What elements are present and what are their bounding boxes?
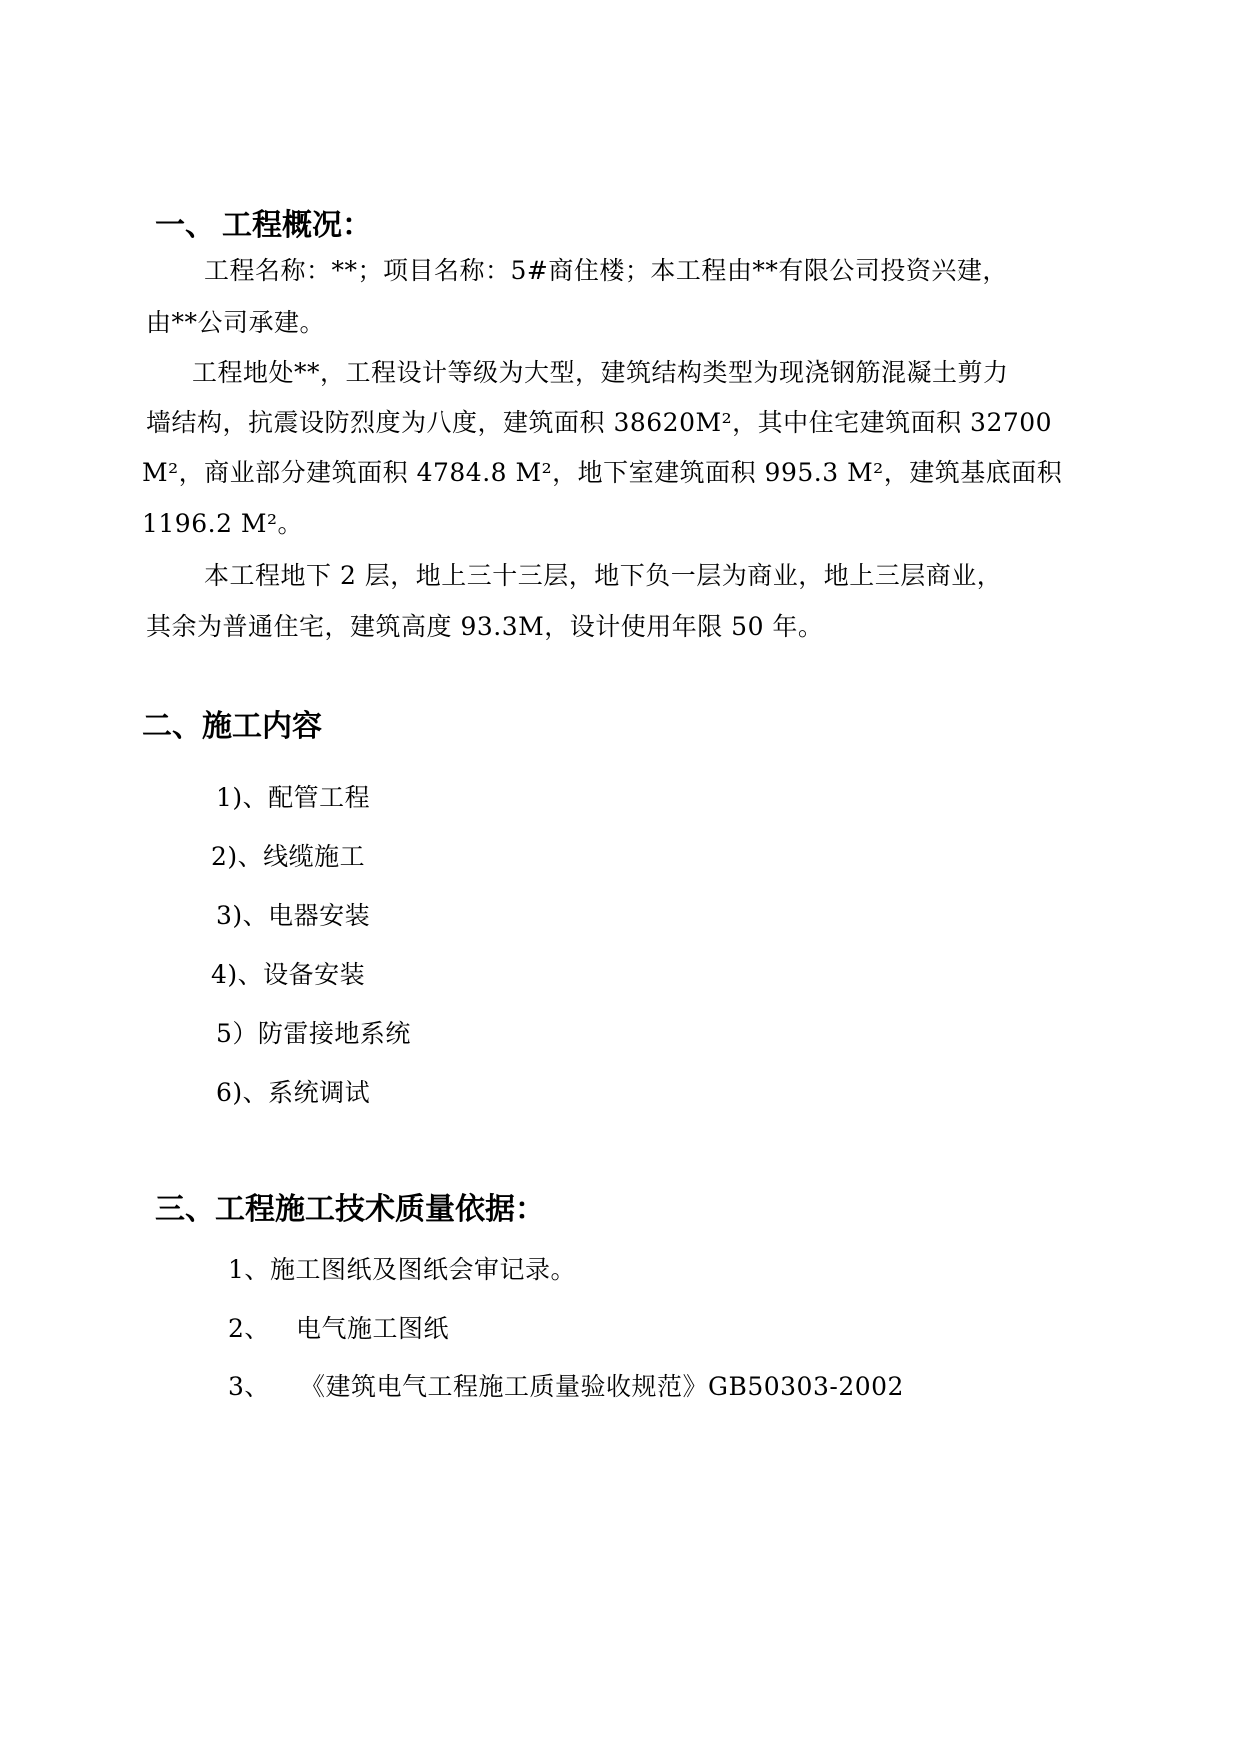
section1-para2-line1: 工程地处**，工程设计等级为大型，建筑结构类型为现浇钢筋混凝土剪力 <box>192 358 1009 387</box>
section1-heading: 工程概况： <box>222 208 372 243</box>
section3-item-2-number: 2、 <box>228 1314 270 1343</box>
section1-para3-line1: 本工程地下 2 层，地上三十三层，地下负一层为商业，地上三层商业， <box>204 561 1003 590</box>
section2-heading: 二、施工内容 <box>142 709 322 744</box>
section3-item-2-text: 电气施工图纸 <box>296 1314 450 1343</box>
section3-heading: 三、工程施工技术质量依据： <box>155 1192 545 1227</box>
section3-item-1-number: 1、 <box>228 1255 270 1284</box>
section3-item-3-text: 《建筑电气工程施工质量验收规范》GB50303-2002 <box>300 1372 904 1401</box>
section1-para1-line2: 由**公司承建。 <box>146 308 326 337</box>
section2-item-3: 3)、电器安装 <box>216 901 371 930</box>
section2-item-1: 1)、配管工程 <box>216 783 371 812</box>
section3-item-3-number: 3、 <box>228 1372 270 1401</box>
section1-heading-number: 一、 <box>155 208 215 243</box>
section2-item-5: 5）防雷接地系统 <box>216 1019 411 1048</box>
section1-para2-line2: 墙结构，抗震设防烈度为八度，建筑面积 38620M²，其中住宅建筑面积 32700 <box>146 408 1053 437</box>
section1-para2-line4: 1196.2 M²。 <box>142 509 304 538</box>
section2-item-4: 4)、设备安装 <box>211 960 366 989</box>
section2-item-6: 6)、系统调试 <box>216 1078 371 1107</box>
section1-para3-line2: 其余为普通住宅，建筑高度 93.3M，设计使用年限 50 年。 <box>146 612 824 641</box>
section3-item-1-text: 施工图纸及图纸会审记录。 <box>270 1255 577 1284</box>
section1-para2-line3: M²，商业部分建筑面积 4784.8 M²，地下室建筑面积 995.3 M²，建筑基底面积 <box>142 458 1063 487</box>
section1-para1-line1: 工程名称：**；项目名称：5#商住楼；本工程由**有限公司投资兴建， <box>204 256 1008 285</box>
section2-item-2: 2)、线缆施工 <box>211 842 366 871</box>
